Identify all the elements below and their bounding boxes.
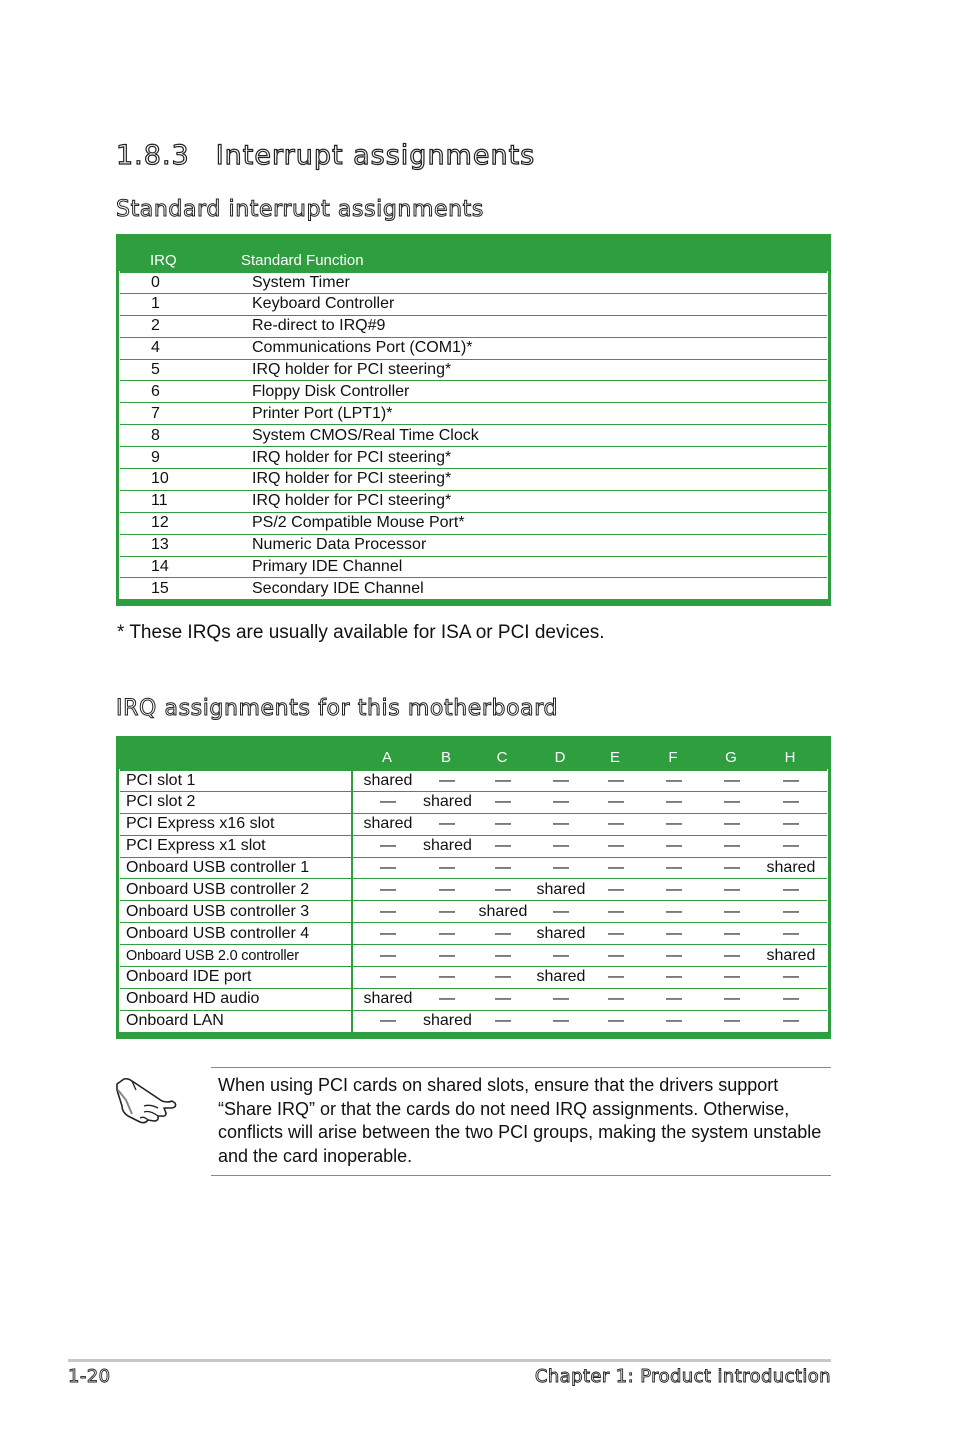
irq-cell: — [666,946,682,964]
footer-rule [68,1359,831,1362]
irq-function: Numeric Data Processor [252,536,427,554]
irq-cell: — [608,815,624,833]
irq-cell: — [608,859,624,876]
irq-cell: — [666,902,682,920]
irq-cell: — [783,924,799,942]
irq-cell: shared [363,771,413,789]
irq-cell: — [495,1012,511,1030]
irq-number: 7 [151,404,160,422]
standard-table-body [119,271,828,599]
irq-function: IRQ holder for PCI steering* [252,448,452,466]
irq-number: 13 [151,536,169,554]
irq-cell: — [553,815,569,833]
board-table-header [119,739,828,769]
irq-function: Secondary IDE Channel [252,579,424,597]
table-row [120,878,827,900]
note-divider-bottom [211,1175,831,1176]
irq-number: 14 [151,558,169,576]
table-row [120,556,827,578]
irq-cell: — [439,880,455,898]
device-label: PCI slot 2 [120,792,353,813]
irq-number: 5 [151,361,160,378]
column-header: F [668,749,678,766]
irq-cell: shared [766,946,816,964]
irq-cell: — [380,968,396,986]
device-label: Onboard LAN [120,1011,353,1032]
table-row [120,359,827,381]
table-row [120,769,827,791]
irq-cell: — [439,924,455,942]
irq-cell: — [553,946,569,964]
table-row [120,944,827,966]
standard-irq-table [116,234,831,606]
irq-cell: — [495,880,511,898]
irq-cell: shared [478,902,528,920]
irq-cell: — [553,793,569,811]
device-label: PCI Express x16 slot [120,814,353,835]
irq-cell: — [724,968,740,986]
irq-cell: — [608,946,624,964]
irq-cell: shared [363,990,413,1008]
irq-cell: — [439,990,455,1008]
irq-cell: — [380,859,396,876]
irq-number: 11 [151,492,168,510]
chapter-title: Chapter 1: Product introduction [534,1366,831,1387]
irq-number: 12 [151,514,169,532]
irq-cell: — [724,837,740,855]
table-row [120,922,827,944]
irq-cell: — [439,902,455,920]
irq-cell: shared [536,968,586,986]
irq-cell: — [380,793,396,811]
irq-cell: — [439,968,455,986]
note-text: When using PCI cards on shared slots, ensure that the drivers support “Share IRQ” or that the cards do not need IRQ assignments. Otherwise, conflicts will arise between the two PCI groups, making the system unstable and the card inoperable. [218,1075,822,1166]
irq-cell: — [380,946,396,964]
column-header: B [440,749,451,766]
irq-cell: — [783,793,799,811]
irq-cell: — [724,859,740,876]
irq-cell: — [495,837,511,855]
standard-heading: Standard interrupt assignments [116,197,484,222]
irq-cell: — [783,880,799,898]
device-label: Onboard USB controller 2 [120,879,353,900]
irq-cell: shared [363,815,413,833]
table-row [120,835,827,857]
column-header: E [609,749,620,766]
irq-cell: — [783,902,799,920]
device-label: Onboard USB controller 3 [120,901,353,922]
irq-number: 15 [151,579,169,597]
irq-cell: — [724,990,740,1008]
irq-number: 4 [151,339,160,357]
table-row [120,1010,827,1032]
irq-cell: — [666,990,682,1008]
section-heading [116,140,535,171]
section-title: Interrupt assignments [215,140,536,171]
irq-cell: — [783,968,799,986]
table-row [120,446,827,468]
device-label: Onboard USB controller 1 [120,858,353,879]
table-row [120,293,827,315]
note-divider-top [211,1067,831,1068]
irq-cell: — [553,1012,569,1030]
irq-function: Re-direct to IRQ#9 [252,317,386,335]
irq-function: PS/2 Compatible Mouse Port* [252,514,465,532]
irq-cell: — [783,837,799,855]
irq-cell: — [724,902,740,920]
irq-cell: — [666,859,682,876]
table-row [120,900,827,922]
irq-cell: — [495,815,511,833]
irq-cell: — [608,1012,624,1030]
irq-function: IRQ holder for PCI steering* [252,361,452,378]
irq-number: 6 [151,382,160,400]
irq-cell: — [553,990,569,1008]
irq-cell: — [380,880,396,898]
table-row [120,534,827,556]
irq-cell: — [608,968,624,986]
device-label: PCI Express x1 slot [120,836,353,857]
table-row [120,468,827,490]
irq-cell: — [666,880,682,898]
irq-cell: — [608,793,624,811]
device-label: PCI slot 1 [120,771,353,791]
footnote: * These IRQs are usually available for ISA or PCI devices. [117,622,605,643]
irq-cell: — [724,771,740,789]
irq-cell: — [724,924,740,942]
irq-cell: — [495,793,511,811]
irq-function: Communications Port (COM1)* [252,339,473,357]
irq-cell: — [495,771,511,789]
table-row [120,424,827,446]
irq-cell: shared [536,880,586,898]
irq-cell: — [666,793,682,811]
irq-cell: — [666,771,682,789]
irq-function: Primary IDE Channel [252,558,403,576]
standard-table-header [119,237,828,271]
pointing-hand-icon [114,1070,180,1126]
table-row [120,813,827,835]
irq-cell: — [439,859,455,876]
table-row [120,988,827,1010]
irq-cell: — [608,924,624,942]
column-header: D [554,749,566,766]
irq-cell: — [439,815,455,833]
irq-cell: — [495,990,511,1008]
table-row [120,577,827,599]
table-row [120,512,827,534]
irq-number: 0 [151,273,160,291]
table-row [120,315,827,337]
board-heading: IRQ assignments for this motherboard [116,696,559,721]
irq-function: System Timer [252,273,350,291]
irq-cell: — [724,946,740,964]
irq-cell: — [724,1012,740,1030]
irq-function: IRQ holder for PCI steering* [252,492,452,510]
irq-cell: — [380,1012,396,1030]
irq-cell: shared [766,859,816,876]
irq-cell: — [495,968,511,986]
irq-cell: — [783,815,799,833]
device-label: Onboard IDE port [120,967,353,988]
device-label: Onboard USB 2.0 controller [120,945,353,966]
irq-cell: shared [423,793,472,811]
irq-number: 2 [151,317,160,335]
irq-function: Keyboard Controller [252,295,395,313]
irq-cell: — [495,924,511,942]
table-row [120,857,827,879]
irq-number: 9 [151,448,160,466]
section-number: 1.8.3 [116,140,190,171]
irq-cell: — [553,902,569,920]
irq-cell: — [439,946,455,964]
col-irq-header: IRQ [150,252,177,269]
irq-function: Floppy Disk Controller [252,382,410,400]
irq-cell: — [553,771,569,789]
table-row [120,337,827,359]
device-label: Onboard USB controller 4 [120,923,353,944]
table-row [120,271,827,293]
irq-number: 10 [151,470,169,488]
board-table-body [119,769,828,1032]
irq-function: System CMOS/Real Time Clock [252,426,479,444]
col-function-header: Standard Function [241,252,364,269]
irq-function: Printer Port (LPT1)* [252,404,393,422]
irq-cell: — [724,793,740,811]
irq-cell: — [553,859,569,876]
irq-cell: — [783,1012,799,1030]
irq-cell: — [608,902,624,920]
irq-number: 1 [151,295,160,313]
irq-cell: — [724,815,740,833]
table-row [120,380,827,402]
irq-cell: — [380,902,396,920]
table-row [120,490,827,512]
board-irq-table [116,736,831,1039]
irq-cell: — [608,771,624,789]
irq-cell: — [666,815,682,833]
irq-cell: — [380,837,396,855]
table-row [120,966,827,988]
irq-cell: — [724,880,740,898]
irq-cell: — [666,968,682,986]
irq-cell: shared [423,1012,472,1030]
irq-cell: — [666,924,682,942]
irq-number: 8 [151,426,160,444]
irq-cell: — [553,837,569,855]
irq-cell: — [439,771,455,789]
irq-cell: — [608,990,624,1008]
irq-cell: shared [536,924,586,942]
irq-cell: — [608,880,624,898]
irq-cell: — [666,1012,682,1030]
column-header: A [381,749,392,766]
irq-cell: — [380,924,396,942]
table-row [120,791,827,813]
irq-cell: — [608,837,624,855]
irq-cell: — [495,946,511,964]
column-header: G [725,749,737,766]
column-header: C [496,749,508,766]
table-row [120,402,827,424]
irq-cell: shared [423,837,472,855]
device-label: Onboard HD audio [120,989,353,1010]
irq-function: IRQ holder for PCI steering* [252,470,452,488]
page-number: 1-20 [68,1366,111,1387]
column-header: H [784,749,796,766]
irq-cell: — [783,990,799,1008]
irq-cell: — [783,771,799,789]
irq-cell: — [666,837,682,855]
irq-cell: — [495,859,511,876]
